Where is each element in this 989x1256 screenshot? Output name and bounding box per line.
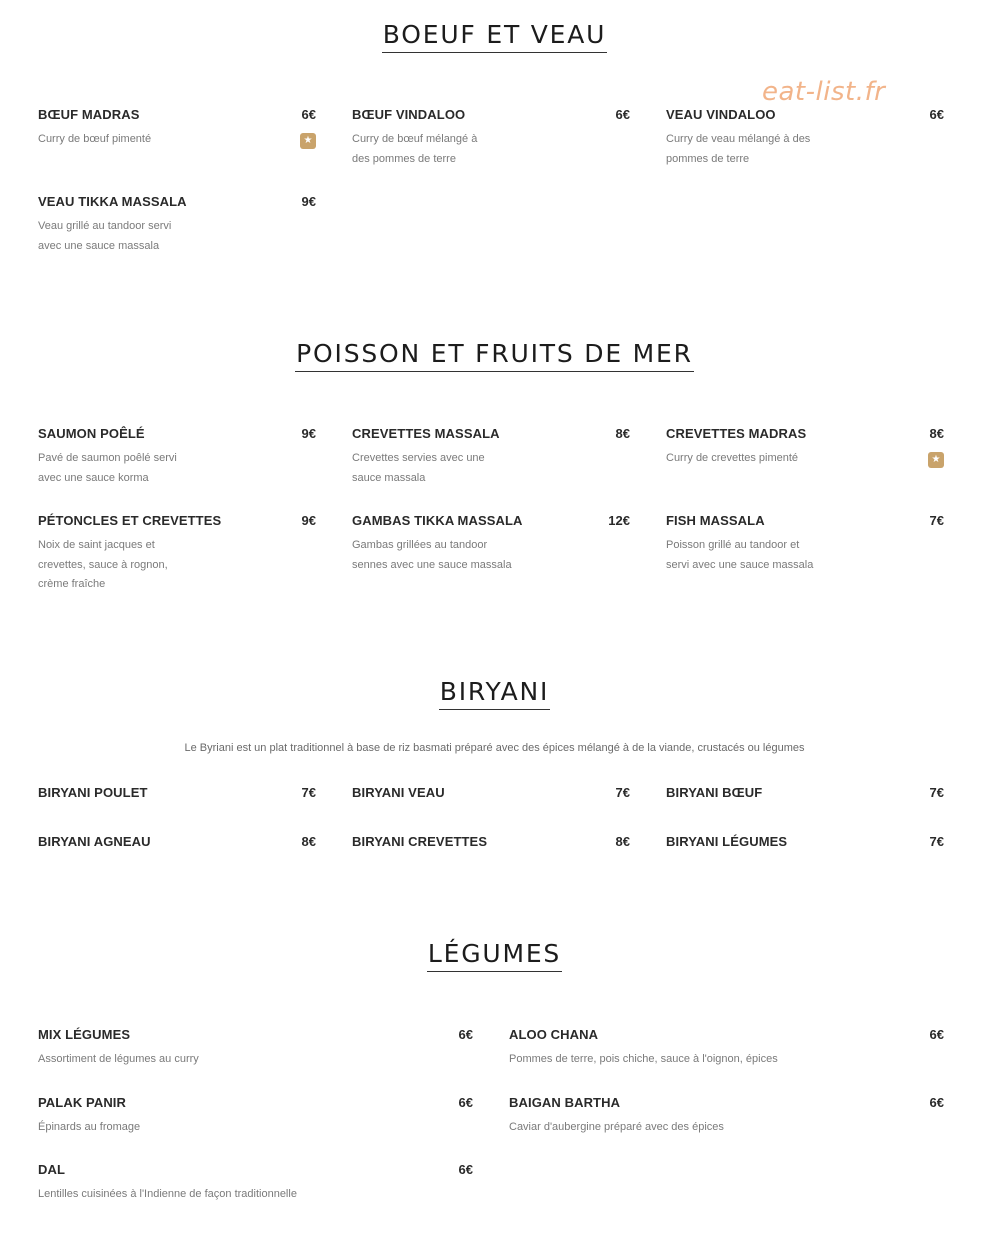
section-title-boeuf-et-veau: BOEUF ET VEAU bbox=[0, 20, 989, 53]
section-title-biryani: BIRYANI bbox=[0, 677, 989, 710]
section-title-legumes: LÉGUMES bbox=[0, 939, 989, 972]
section-title-poisson: POISSON ET FRUITS DE MER bbox=[0, 339, 989, 372]
star-icon: ★ bbox=[928, 452, 944, 468]
star-icon: ★ bbox=[300, 133, 316, 149]
biryani-intro: Le Byriani est un plat traditionnel à base de riz basmati préparé avec des épices mélangé à de la viande, crustacés ou légumes bbox=[184, 742, 805, 754]
watermark: eat-list.fr bbox=[762, 77, 886, 107]
